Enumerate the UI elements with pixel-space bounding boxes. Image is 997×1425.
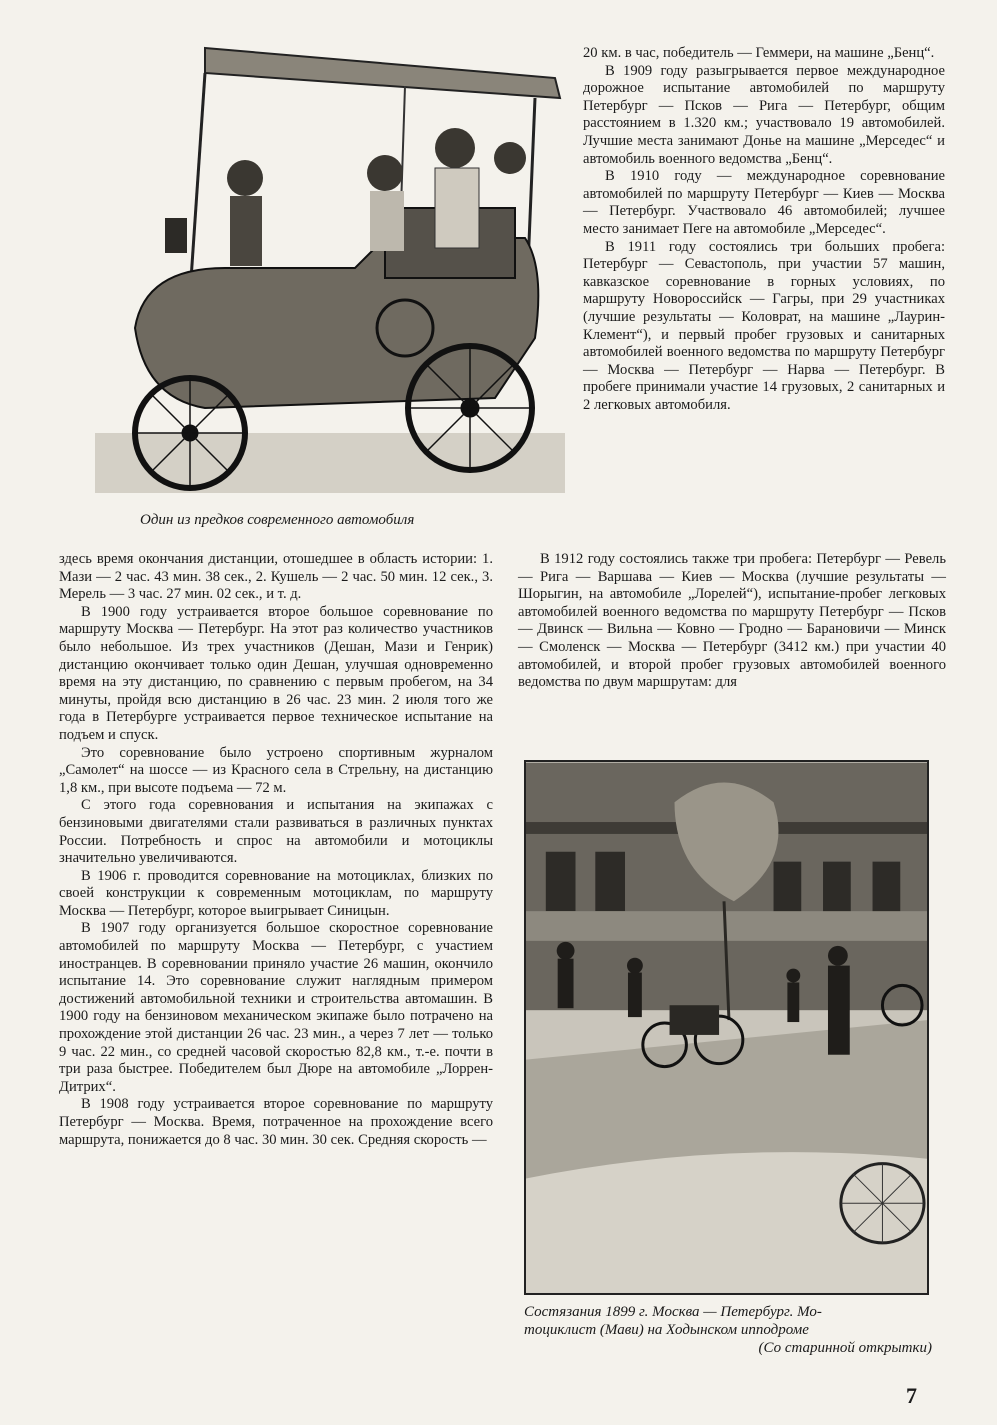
left-column [59, 551, 493, 1149]
antique-car-illustration [55, 38, 580, 508]
paragraph: В 1909 году разыгрывается первое международное дорожное испытание автомобилей по маршруту Петербург — Псков — Рига — Петербург, общим расстоянием в 1.320 км.; участвовало 19 автомобилей. Лучшие места занимают Донье на машине „Мерседес“ и автомобиль военного ведомства „Бенц“. [583, 62, 945, 167]
antique-car-drawing [55, 38, 580, 508]
paragraph: В 1900 году устраивается второе большое соревнование по маршруту Москва — Петербург. На этот раз количество участников было небольшое. Из трех участников (Дешан, Мази и Генрик) дистанцию окончивает только один Дешан, улучшая одновременно время на эту дистанцию, по сравнению с первым пробегом, на 34 минуты, пройдя всю дистанцию в 26 час. 23 мин. 2 июля того же года в Петербурге устраивается первое техническое испытание на подъем и спуск. [59, 603, 493, 743]
page-number: 7 [906, 1383, 917, 1408]
caption-line: Состязания 1899 г. Москва — Петербург. Мо- [524, 1304, 822, 1320]
car-illustration-caption: Один из предков современного автомобиля [140, 512, 415, 528]
race-photo-caption [524, 1303, 932, 1357]
paragraph: В 1910 году — международное соревнование автомобилей по маршруту Петербург — Киев — Москва — Петербург. Участвовало 46 автомобилей; лучшее место занимает Пеге на автомобиле „Мерседес“. [583, 168, 945, 237]
paragraph: В 1912 году состоялись также три пробега: Петербург — Ревель — Рига — Варшава — Киев — Москва (лучшие результаты — Шорыгин, на автомобиле „Лорелей“), испытание-пробег легковых автомобилей военного ведомства по маршруту Петербург — Псков — Двинск — Вильна — Ковно — Гродно — Барановичи — Минск — Смоленск — Москва — Петербург (3412 км.) при участии 40 автомобилей, и второй пробег грузовых автомобилей военного ведомства по двум маршрутам: для [518, 551, 946, 691]
caption-source: (Со старинной открытки) [758, 1340, 932, 1356]
paragraph: Это соревнование было устроено спортивным журналом „Самолет“ на шоссе — из Красного села в Стрельну, на дистанцию 1,8 км., при высоте подъема — 72 м. [59, 744, 493, 796]
right-column-middle [518, 551, 946, 692]
right-column-upper [583, 45, 945, 414]
race-1899-photo [524, 760, 929, 1295]
paragraph: здесь время окончания дистанции, отошедшее в область истории: 1. Мази — 2 час. 43 мин. 38 сек., 2. Кушель — 2 час. 50 мин. 12 сек., 3. Мерель — 3 час. 27 мин. 02 сек., и т. д. [59, 551, 493, 603]
paragraph: В 1907 году организуется большое скоростное соревнование автомобилей по маршруту Москва — Петербург, с участием иностранцев. В соревновании приняло участие 26 машин, окончило испытание 14. Это соревнование служит наглядным примером достижений автомобильной техники и строительства автомашин. В 1900 году на бензиновом механическом экипаже было потрачено на прохождение этой дистанции 26 час. 23 мин., а через 7 лет — только 9 час. 22 мин., со средней часовой скоростью 82,8 км., т.-е. почти в три раза быстрее. Победителем был Дюре на автомобиле „Лоррен-Дитрих“. [59, 920, 493, 1095]
race-photo-drawing [526, 762, 927, 1293]
paragraph: В 1911 году состоялись три больших пробега: Петербург — Севастополь, при участии 57 машин, кавказское соревнование в горных условиях, по маршруту Новороссийск — Гагры, при 29 участниках (лучшие результаты — Коловрат, на машине „Лаурин-Клемент“), и первый пробег грузовых и санитарных автомобилей военного ведомства по маршруту Петербург — Москва — Петербург — Нарва — Петербург. В пробеге принимали участие 14 грузовых, 2 санитарных и 2 легковых автомобиля. [583, 238, 945, 413]
paragraph: В 1908 году устраивается второе соревнование по маршруту Петербург — Москва. Время, потраченное на прохождение всего маршрута, понижается до 8 час. 30 мин. 30 сек. Средняя скорость — [59, 1096, 493, 1148]
caption-line: тоциклист (Мави) на Ходынском ипподроме [524, 1322, 809, 1338]
paragraph: В 1906 г. проводится соревнование на мотоциклах, близких по своей конструкции к современным мотоциклам, по маршруту Москва — Петербург, которое выигрывает Синицын. [59, 867, 493, 919]
paragraph: 20 км. в час, победитель — Геммери, на машине „Бенц“. [583, 45, 935, 61]
paragraph: С этого года соревнования и испытания на экипажах с бензиновыми двигателями стали развиваться в различных пунктах России. Потребность и спрос на автомобили и мотоциклы значительно увеличиваются. [59, 797, 493, 867]
